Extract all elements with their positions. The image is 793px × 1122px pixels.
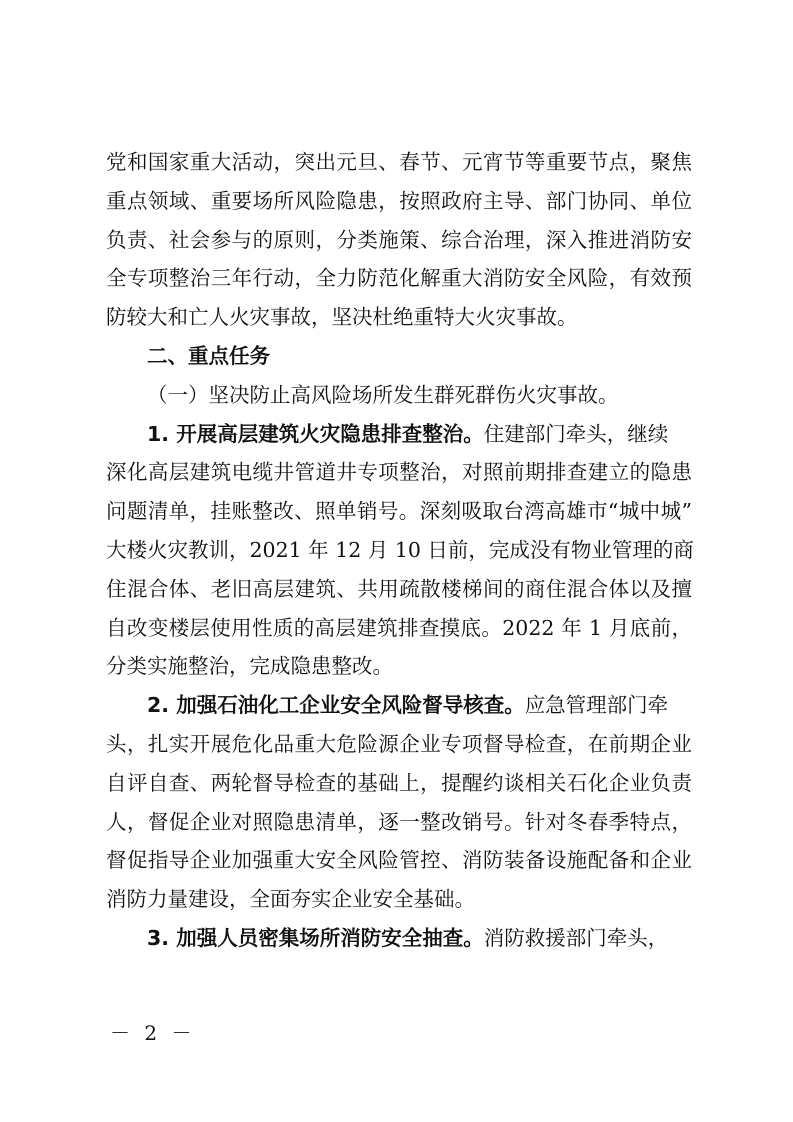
section-heading: 二、重点任务 (147, 343, 270, 368)
paragraph-line: 深化高层建筑电缆井管道井专项整治，对照前期排查建立的隐患 (106, 460, 692, 485)
subsection-heading: （一）坚决防止高风险场所发生群死群伤火灾事故。 (147, 382, 619, 407)
paragraph-line: 防较大和亡人火灾事故，坚决杜绝重特大火灾事故。 (106, 305, 578, 330)
item-1-lead: 住建部门牵头，继续 (483, 421, 669, 446)
item-2-first-line (106, 686, 692, 725)
paragraph-line: 住混合体、老旧高层建筑、共用疏散楼梯间的商住混合体以及擅 (106, 576, 692, 601)
paragraph-line: 党和国家重大活动，突出元旦、春节、元宵节等重要节点，聚焦 (106, 150, 692, 174)
item-3-first-line (106, 919, 692, 958)
item-3-lead: 消防救援部门牵头， (483, 925, 669, 950)
item-1-title: 1. 开展高层建筑火灾隐患排查整治。 (147, 421, 484, 446)
paragraph-line: 全专项整治三年行动，全力防范化解重大消防安全风险，有效预 (106, 266, 692, 291)
paragraph-line: 分类实施整治，完成隐患整改。 (106, 654, 393, 679)
item-2-title: 2. 加强石油化工企业安全风险督导核查。 (147, 693, 525, 718)
paragraph-line: 大楼火灾教训，2021 年 12 月 10 日前，完成没有物业管理的商 (106, 537, 694, 562)
document-body (106, 143, 692, 958)
paragraph-line: 重点领域、重要场所风险隐患，按照政府主导、部门协同、单位 (106, 188, 692, 213)
paragraph-line: 消防力量建设，全面夯实企业安全基础。 (106, 887, 475, 912)
paragraph-line: 问题清单，挂账整改、照单销号。深刻吸取台湾高雄市“城中城” (106, 499, 692, 524)
item-3-title: 3. 加强人员密集场所消防安全抽查。 (147, 925, 484, 950)
paragraph-line: 头，扎实开展危化品重大危险源企业专项督导检查，在前期企业 (106, 731, 692, 756)
page-number: － 2 － (110, 1021, 196, 1045)
item-1-first-line (106, 415, 692, 454)
paragraph-line: 人，督促企业对照隐患清单，逐一整改销号。针对冬春季特点， (106, 809, 692, 834)
paragraph-line: 自评自查、两轮督导检查的基础上，提醒约谈相关石化企业负责 (106, 770, 692, 795)
paragraph-line: 督促指导企业加强重大安全风险管控、消防装备设施配备和企业 (106, 848, 692, 873)
paragraph-line: 负责、社会参与的原则，分类施策、综合治理，深入推进消防安 (106, 227, 692, 252)
paragraph-line: 自改变楼层使用性质的高层建筑排查摸底。2022 年 1 月底前， (106, 615, 692, 640)
item-2-lead: 应急管理部门牵 (524, 693, 669, 718)
